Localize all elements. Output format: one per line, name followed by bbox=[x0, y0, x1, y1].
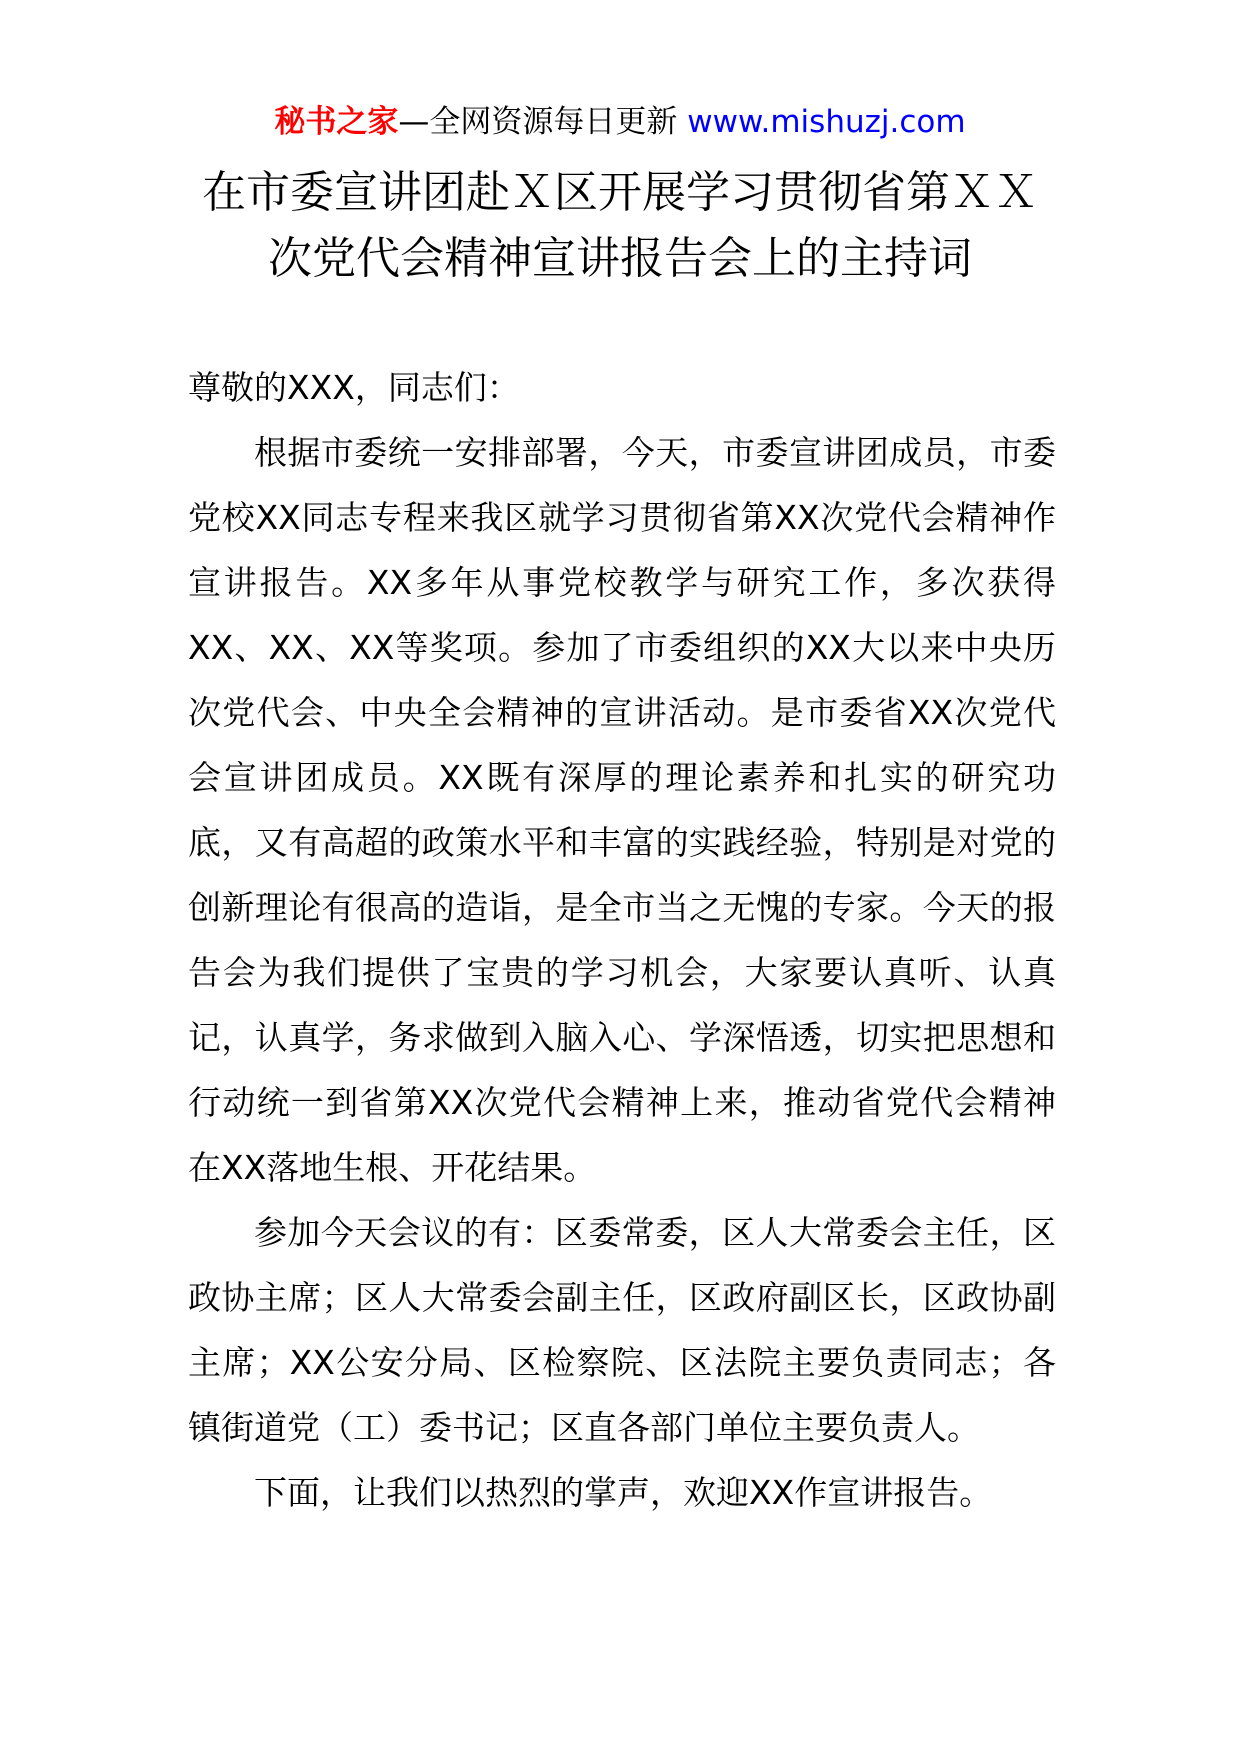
title-line-1: 在市委宣讲团赴Ｘ区开展学习贯彻省第ＸＸ bbox=[202, 167, 1038, 218]
header-slogan: —全网资源每日更新 bbox=[398, 104, 688, 140]
document-body bbox=[188, 355, 1056, 1525]
paragraph-3: 下面，让我们以热烈的掌声，欢迎XX作宣讲报告。 bbox=[254, 1473, 993, 1512]
title-line-2: 次党代会精神宣讲报告会上的主持词 bbox=[268, 233, 972, 284]
watermark-header bbox=[0, 100, 1240, 144]
salutation: 尊敬的XXX，同志们： bbox=[188, 368, 520, 407]
brand-name: 秘书之家 bbox=[274, 104, 399, 140]
paragraph-2: 参加今天会议的有：区委常委，区人大常委会主任，区政协主席；区人大常委会副主任，区政府副区长，区政协副主席；XX公安分局、区检察院、区法院主要负责同志；各镇街道党（工）委书记；区直各部门单位主要负责人。 bbox=[188, 1213, 1056, 1447]
header-url-link[interactable]: www.mishuzj.com bbox=[687, 104, 966, 140]
document-title bbox=[150, 160, 1090, 292]
paragraph-1: 根据市委统一安排部署，今天，市委宣讲团成员，市委党校XX同志专程来我区就学习贯彻省第XX次党代会精神作宣讲报告。XX多年从事党校教学与研究工作，多次获得XX、XX、XX等奖项。参加了市委组织的XX大以来中央历次党代会、中央全会精神的宣讲活动。是市委省XX次党代会宣讲团成员。XX既有深厚的理论素养和扎实的研究功底，又有高超的政策水平和丰富的实践经验，特别是对党的创新理论有很高的造诣，是全市当之无愧的专家。今天的报告会为我们提供了宝贵的学习机会，大家要认真听、认真记，认真学，务求做到入脑入心、学深悟透，切实把思想和行动统一到省第XX次党代会精神上来，推动省党代会精神在XX落地生根、开花结果。 bbox=[188, 433, 1056, 1187]
